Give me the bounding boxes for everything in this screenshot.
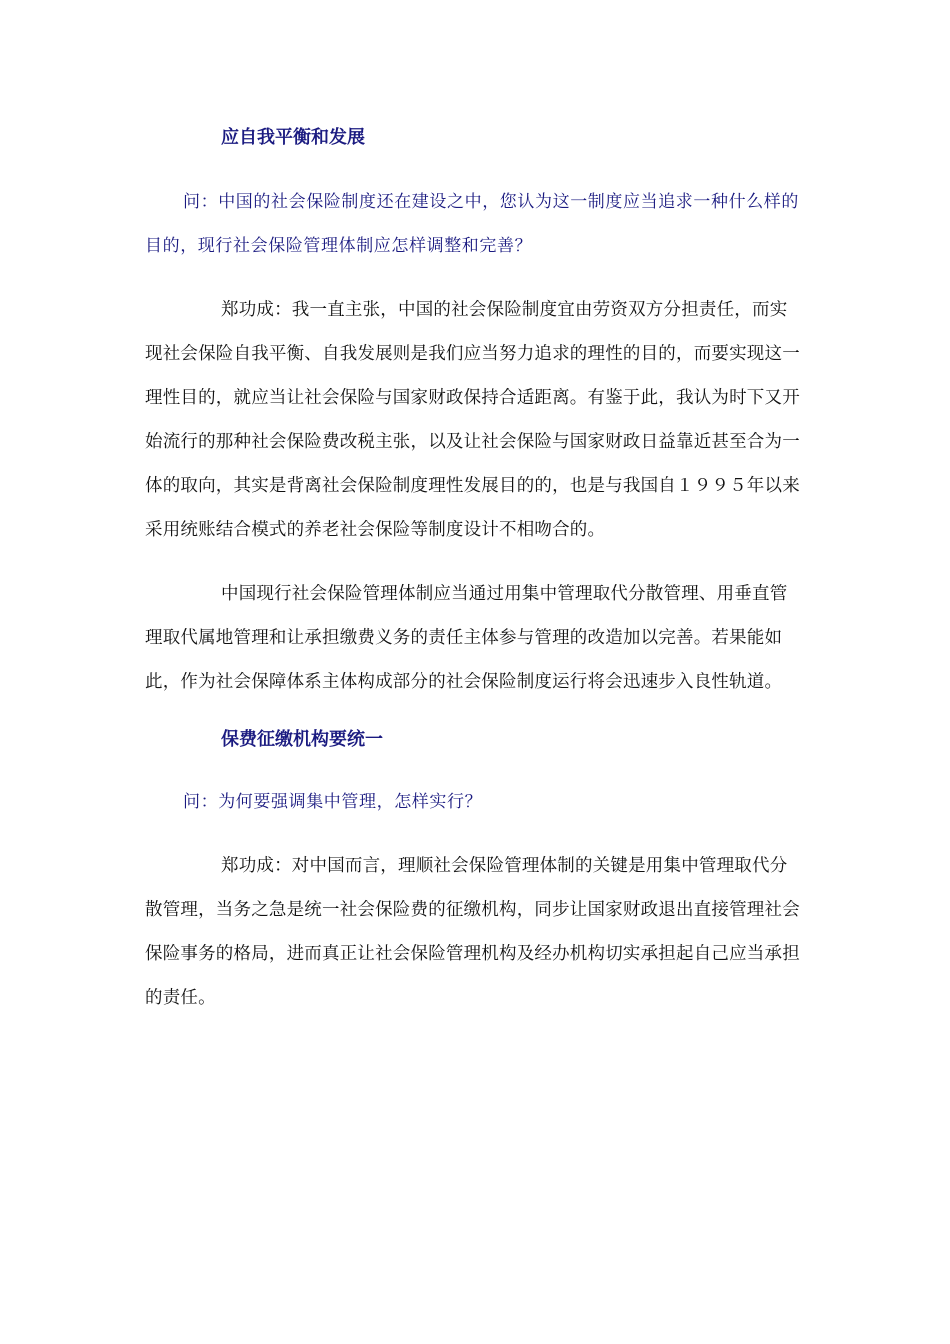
- section-heading: 保费征缴机构要统一: [221, 729, 383, 750]
- section-heading: 应自我平衡和发展: [221, 127, 365, 148]
- interview-answer: 郑功成：我一直主张，中国的社会保险制度宜由劳资双方分担责任，而实现社会保险自我平衡、自我发展则是我们应当努力追求的理性的目的，而要实现这一理性目的，就应当让社会保险与国家财政保持合适距离。有鉴于此，我认为时下又开始流行的那种社会保险费改税主张，以及让社会保险与国家财政日益靠近甚至合为一体的取向，其实是背离社会保险制度理性发展目的的，也是与我国自１９９５年以来采用统账结合模式的养老社会保险等制度设计不相吻合的。: [145, 300, 800, 540]
- interview-question: 问：中国的社会保险制度还在建设之中，您认为这一制度应当追求一种什么样的目的，现行社会保险管理体制应怎样调整和完善？: [145, 192, 799, 256]
- interview-answer: 郑功成：对中国而言，理顺社会保险管理体制的关键是用集中管理取代分散管理，当务之急是统一社会保险费的征缴机构，同步让国家财政退出直接管理社会保险事务的格局，进而真正让社会保险管理机构及经办机构切实承担起自己应当承担的责任。: [145, 856, 800, 1008]
- interview-question: 问：为何要强调集中管理，怎样实行？: [183, 792, 483, 812]
- interview-answer: 中国现行社会保险管理体制应当通过用集中管理取代分散管理、用垂直管理取代属地管理和让承担缴费义务的责任主体参与管理的改造加以完善。若果能如此，作为社会保障体系主体构成部分的社会保险制度运行将会迅速步入良性轨道。: [145, 584, 788, 692]
